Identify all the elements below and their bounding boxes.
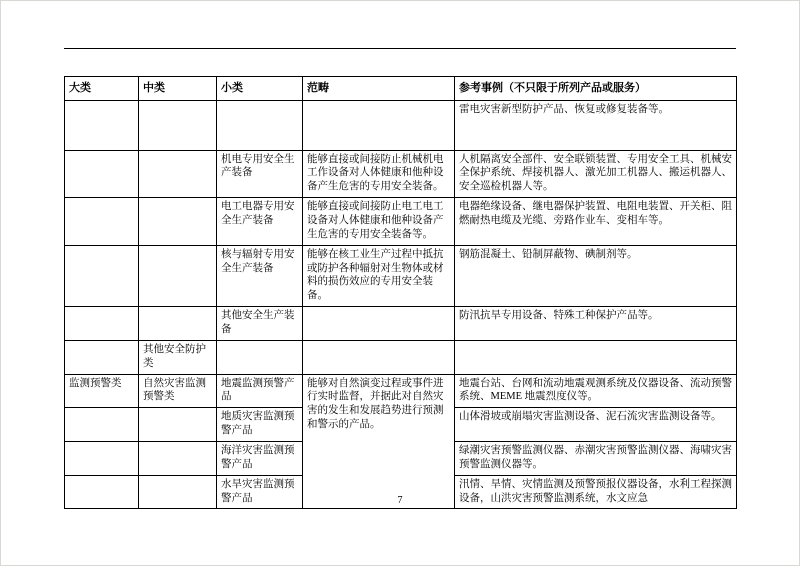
cell-examples [455, 340, 737, 374]
cell-minor: 核与辐射专用安全生产装备 [217, 245, 303, 306]
page-number: 7 [397, 495, 403, 506]
cell-major [65, 245, 139, 306]
cell-minor [217, 100, 303, 150]
column-header-scope: 范畴 [303, 77, 455, 101]
table-header-row [65, 77, 737, 101]
cell-major [65, 100, 139, 150]
cell-major [65, 408, 139, 442]
table-row [65, 340, 737, 374]
table-row [65, 198, 737, 246]
cell-scope: 能够直接或间接防止电工电工设备对人体健康和他种设备产生危害的专用安全装备等。 [303, 198, 455, 246]
cell-examples: 钢筋混凝土、铅制屏蔽物、碘制剂等。 [455, 245, 737, 306]
cell-minor: 海洋灾害监测预警产品 [217, 441, 303, 475]
cell-scope [303, 340, 455, 374]
cell-minor: 水旱灾害监测预警产品 [217, 475, 303, 509]
cell-middle: 自然灾害监测预警类 [139, 374, 217, 408]
cell-minor: 电工电器专用安全生产装备 [217, 198, 303, 246]
cell-examples: 防汛抗旱专用设备、特殊工种保护产品等。 [455, 307, 737, 341]
table-row [65, 374, 737, 408]
table-row [65, 150, 737, 198]
cell-minor: 地震监测预警产品 [217, 374, 303, 408]
cell-examples: 山体滑坡或崩塌灾害监测设备、泥石流灾害监测设备等。 [455, 408, 737, 442]
cell-middle [139, 307, 217, 341]
cell-major: 监测预警类 [65, 374, 139, 408]
cell-major [65, 198, 139, 246]
cell-scope [303, 307, 455, 341]
cell-middle [139, 245, 217, 306]
cell-middle [139, 198, 217, 246]
cell-scope: 能够直接或间接防止机械机电工作设备对人体健康和他种设备产生危害的专用安全装备。 [303, 150, 455, 198]
cell-middle [139, 150, 217, 198]
cell-examples: 雷电灾害新型防护产品、恢复或修复装备等。 [455, 100, 737, 150]
cell-major [65, 307, 139, 341]
cell-minor: 其他安全生产装备 [217, 307, 303, 341]
cell-major [65, 340, 139, 374]
cell-scope: 能够对自然演变过程或事件进行实时监督，并据此对自然灾害的发生和发展趋势进行预测和警示的产品。 [303, 374, 455, 509]
classification-table-wrapper [64, 76, 736, 509]
cell-examples: 绿潮灾害预警监测仪器、赤潮灾害预警监测仪器、海啸灾害预警监测仪器等。 [455, 441, 737, 475]
classification-table [64, 76, 737, 509]
table-row [65, 307, 737, 341]
cell-examples: 汛情、旱情、灾情监测及预警预报仪器设备，水利工程探测设备，山洪灾害预警监测系统，水文应急 [455, 475, 737, 509]
table-row [65, 245, 737, 306]
cell-major [65, 150, 139, 198]
cell-minor [217, 340, 303, 374]
cell-minor: 地质灾害监测预警产品 [217, 408, 303, 442]
cell-examples: 地震台站、台网和流动地震观测系统及仪器设备、流动预警系统、MEME 地震烈度仪等。 [455, 374, 737, 408]
cell-scope [303, 100, 455, 150]
cell-scope: 能够在核工业生产过程中抵抗或防护各种辐射对生物体或材料的损伤效应的专用安全装备。 [303, 245, 455, 306]
cell-major [65, 441, 139, 475]
header-rule [64, 48, 736, 49]
column-header-minor: 小类 [217, 77, 303, 101]
cell-examples: 电器绝缘设备、继电器保护装置、电阻电装置、开关柜、阻燃耐热电缆及光缆、旁路作业车、变相车等。 [455, 198, 737, 246]
table-row [65, 100, 737, 150]
cell-minor: 机电专用安全生产装备 [217, 150, 303, 198]
cell-middle: 其他安全防护类 [139, 340, 217, 374]
cell-middle [139, 100, 217, 150]
cell-examples: 人机隔离安全部件、安全联锁装置、专用安全工具、机械安全保护系统、焊接机器人、激光加工机器人、搬运机器人、安全巡检机器人等。 [455, 150, 737, 198]
column-header-examples: 参考事例（不只限于所列产品或服务） [455, 77, 737, 101]
cell-middle [139, 441, 217, 475]
column-header-major: 大类 [65, 77, 139, 101]
column-header-middle: 中类 [139, 77, 217, 101]
cell-middle [139, 408, 217, 442]
